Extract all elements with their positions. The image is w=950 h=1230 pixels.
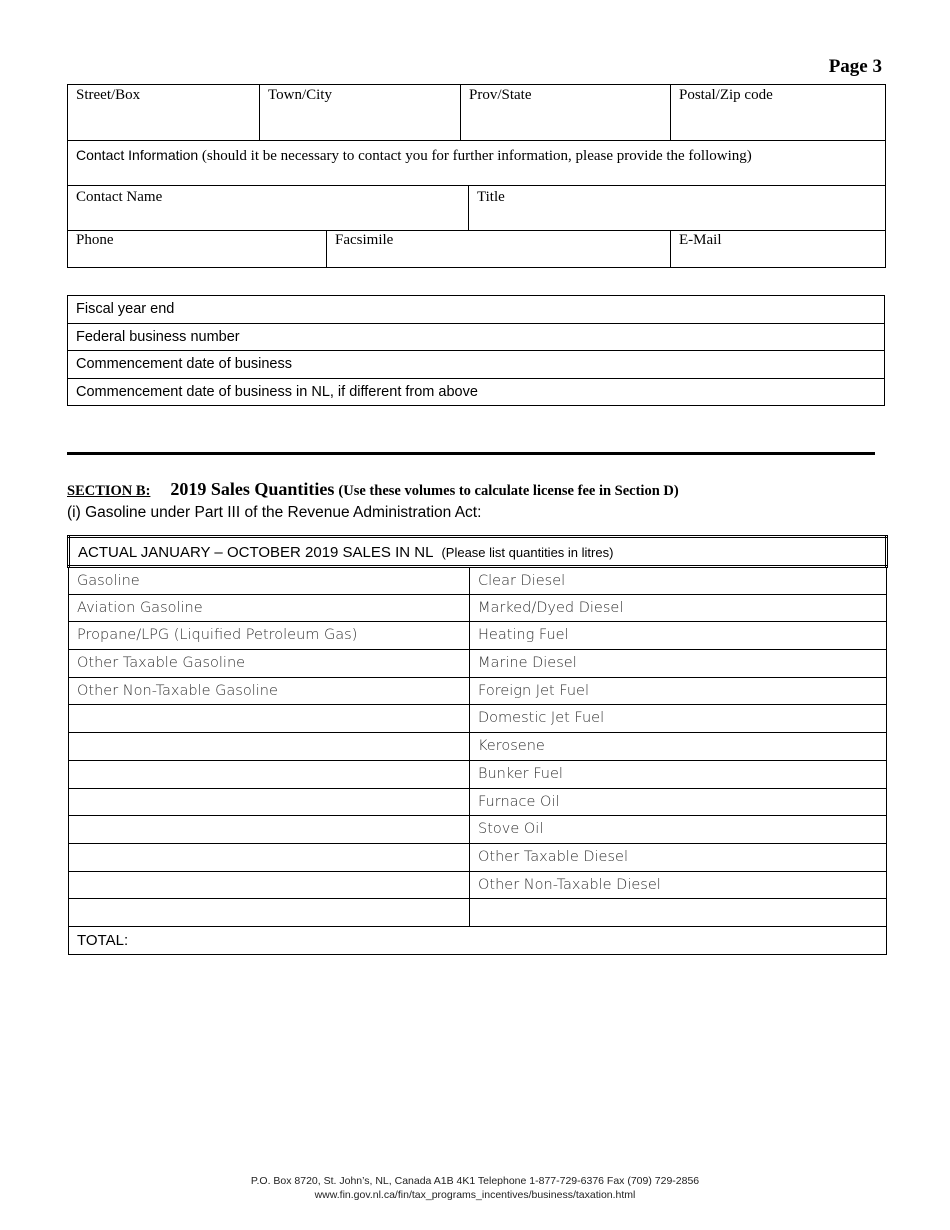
facsimile-label: Facsimile [335,232,394,248]
fuel-label: Furnace Oil [478,793,560,810]
address-contact-table [67,84,886,268]
fuel-label: Other Non-Taxable Diesel [478,876,661,893]
fuel-label: Clear Diesel [478,573,566,589]
sales-quantities-table [67,535,888,955]
street-box-field[interactable] [68,85,260,141]
marine-diesel-field[interactable] [470,650,887,678]
empty-cell [69,899,470,927]
total-label: TOTAL: [77,931,129,949]
bunker-fuel-field[interactable] [470,760,887,788]
email-field[interactable] [671,231,886,268]
stove-oil-field[interactable] [470,816,887,844]
fuel-label: Propane/LPG (Liquified Petroleum Gas) [77,627,358,644]
footer-url: www.fin.gov.nl.ca/fin/tax_programs_incentives/business/taxation.html [314,1188,636,1201]
contact-information-heading: Contact Information [76,147,199,163]
contact-name-field[interactable] [68,186,469,231]
fuel-label: Heating Fuel [478,627,569,644]
other-non-taxable-gasoline-field[interactable] [69,677,470,705]
page-number: Page 3 [828,56,882,77]
fiscal-year-end-field[interactable] [68,296,885,324]
sales-header-title: ACTUAL JANUARY – OCTOBER 2019 SALES IN NL [78,544,434,561]
footer [0,1175,950,1202]
fuel-label: Domestic Jet Fuel [478,710,605,727]
fuel-label: Gasoline [77,573,140,589]
postal-code-label: Postal/Zip code [679,87,773,103]
fuel-label: Marine Diesel [478,655,577,672]
gasoline-field[interactable] [69,567,470,595]
empty-cell [69,760,470,788]
empty-cell [69,733,470,761]
town-city-field[interactable] [260,85,461,141]
kerosene-field[interactable] [470,733,887,761]
business-row-label: Commencement date of business in NL, if different from above [76,383,478,400]
empty-cell [69,871,470,899]
facsimile-field[interactable] [327,231,671,268]
contact-title-label: Title [477,189,505,205]
fuel-label: Other Taxable Gasoline [77,655,246,672]
section-b-note: (Use these volumes to calculate license fee in Section D) [338,483,679,499]
contact-information-note: (should it be necessary to contact you for further information, please provide the following) [201,148,752,164]
federal-business-number-field[interactable] [68,323,885,351]
business-details-table [67,295,885,406]
empty-cell [69,705,470,733]
footer-address: P.O. Box 8720, St. John’s, NL, Canada A1B 4K1 Telephone 1-877-729-6376 Fax (709) 729-2856 [250,1175,700,1187]
contact-name-label: Contact Name [76,189,163,205]
prov-state-field[interactable] [461,85,671,141]
foreign-jet-fuel-field[interactable] [470,677,887,705]
section-b-subheading: (i) Gasoline under Part III of the Revenue Administration Act: [67,504,482,521]
aviation-gasoline-field[interactable] [69,594,470,622]
business-row-label: Fiscal year end [76,301,175,317]
furnace-oil-field[interactable] [470,788,887,816]
other-non-taxable-diesel-field[interactable] [470,871,887,899]
business-row-label: Commencement date of business [76,356,292,372]
town-city-label: Town/City [268,87,332,103]
section-b-heading [67,479,679,500]
heating-fuel-field[interactable] [470,622,887,650]
prov-state-label: Prov/State [469,87,532,103]
section-b-title: 2019 Sales Quantities [170,479,335,499]
commencement-date-field[interactable] [68,351,885,379]
fuel-label: Stove Oil [478,821,544,838]
business-row-label: Federal business number [76,328,240,345]
section-divider [67,452,875,455]
fuel-label: Other Non-Taxable Gasoline [77,682,278,699]
fuel-label: Kerosene [478,738,545,755]
clear-diesel-field[interactable] [470,567,887,595]
sales-header-note: (Please list quantities in litres) [441,545,614,560]
empty-cell [69,788,470,816]
fuel-label: Aviation Gasoline [77,599,203,616]
propane-lpg-field[interactable] [69,622,470,650]
other-taxable-diesel-field[interactable] [470,843,887,871]
phone-field[interactable] [68,231,327,268]
empty-cell [69,816,470,844]
other-taxable-gasoline-field[interactable] [69,650,470,678]
empty-cell [470,899,887,927]
total-field[interactable] [69,926,887,954]
email-label: E-Mail [679,232,722,248]
fuel-label: Marked/Dyed Diesel [478,599,624,616]
domestic-jet-fuel-field[interactable] [470,705,887,733]
street-box-label: Street/Box [76,87,141,103]
empty-cell [69,843,470,871]
fuel-label: Foreign Jet Fuel [478,682,589,699]
contact-information-row [68,141,886,186]
phone-label: Phone [76,232,114,248]
sales-table-header [69,537,887,567]
section-b-label: SECTION B: [67,483,151,499]
marked-dyed-diesel-field[interactable] [470,594,887,622]
contact-title-field[interactable] [469,186,886,231]
postal-code-field[interactable] [671,85,886,141]
fuel-label: Other Taxable Diesel [478,848,628,865]
commencement-date-nl-field[interactable] [68,378,885,406]
fuel-label: Bunker Fuel [478,765,563,782]
